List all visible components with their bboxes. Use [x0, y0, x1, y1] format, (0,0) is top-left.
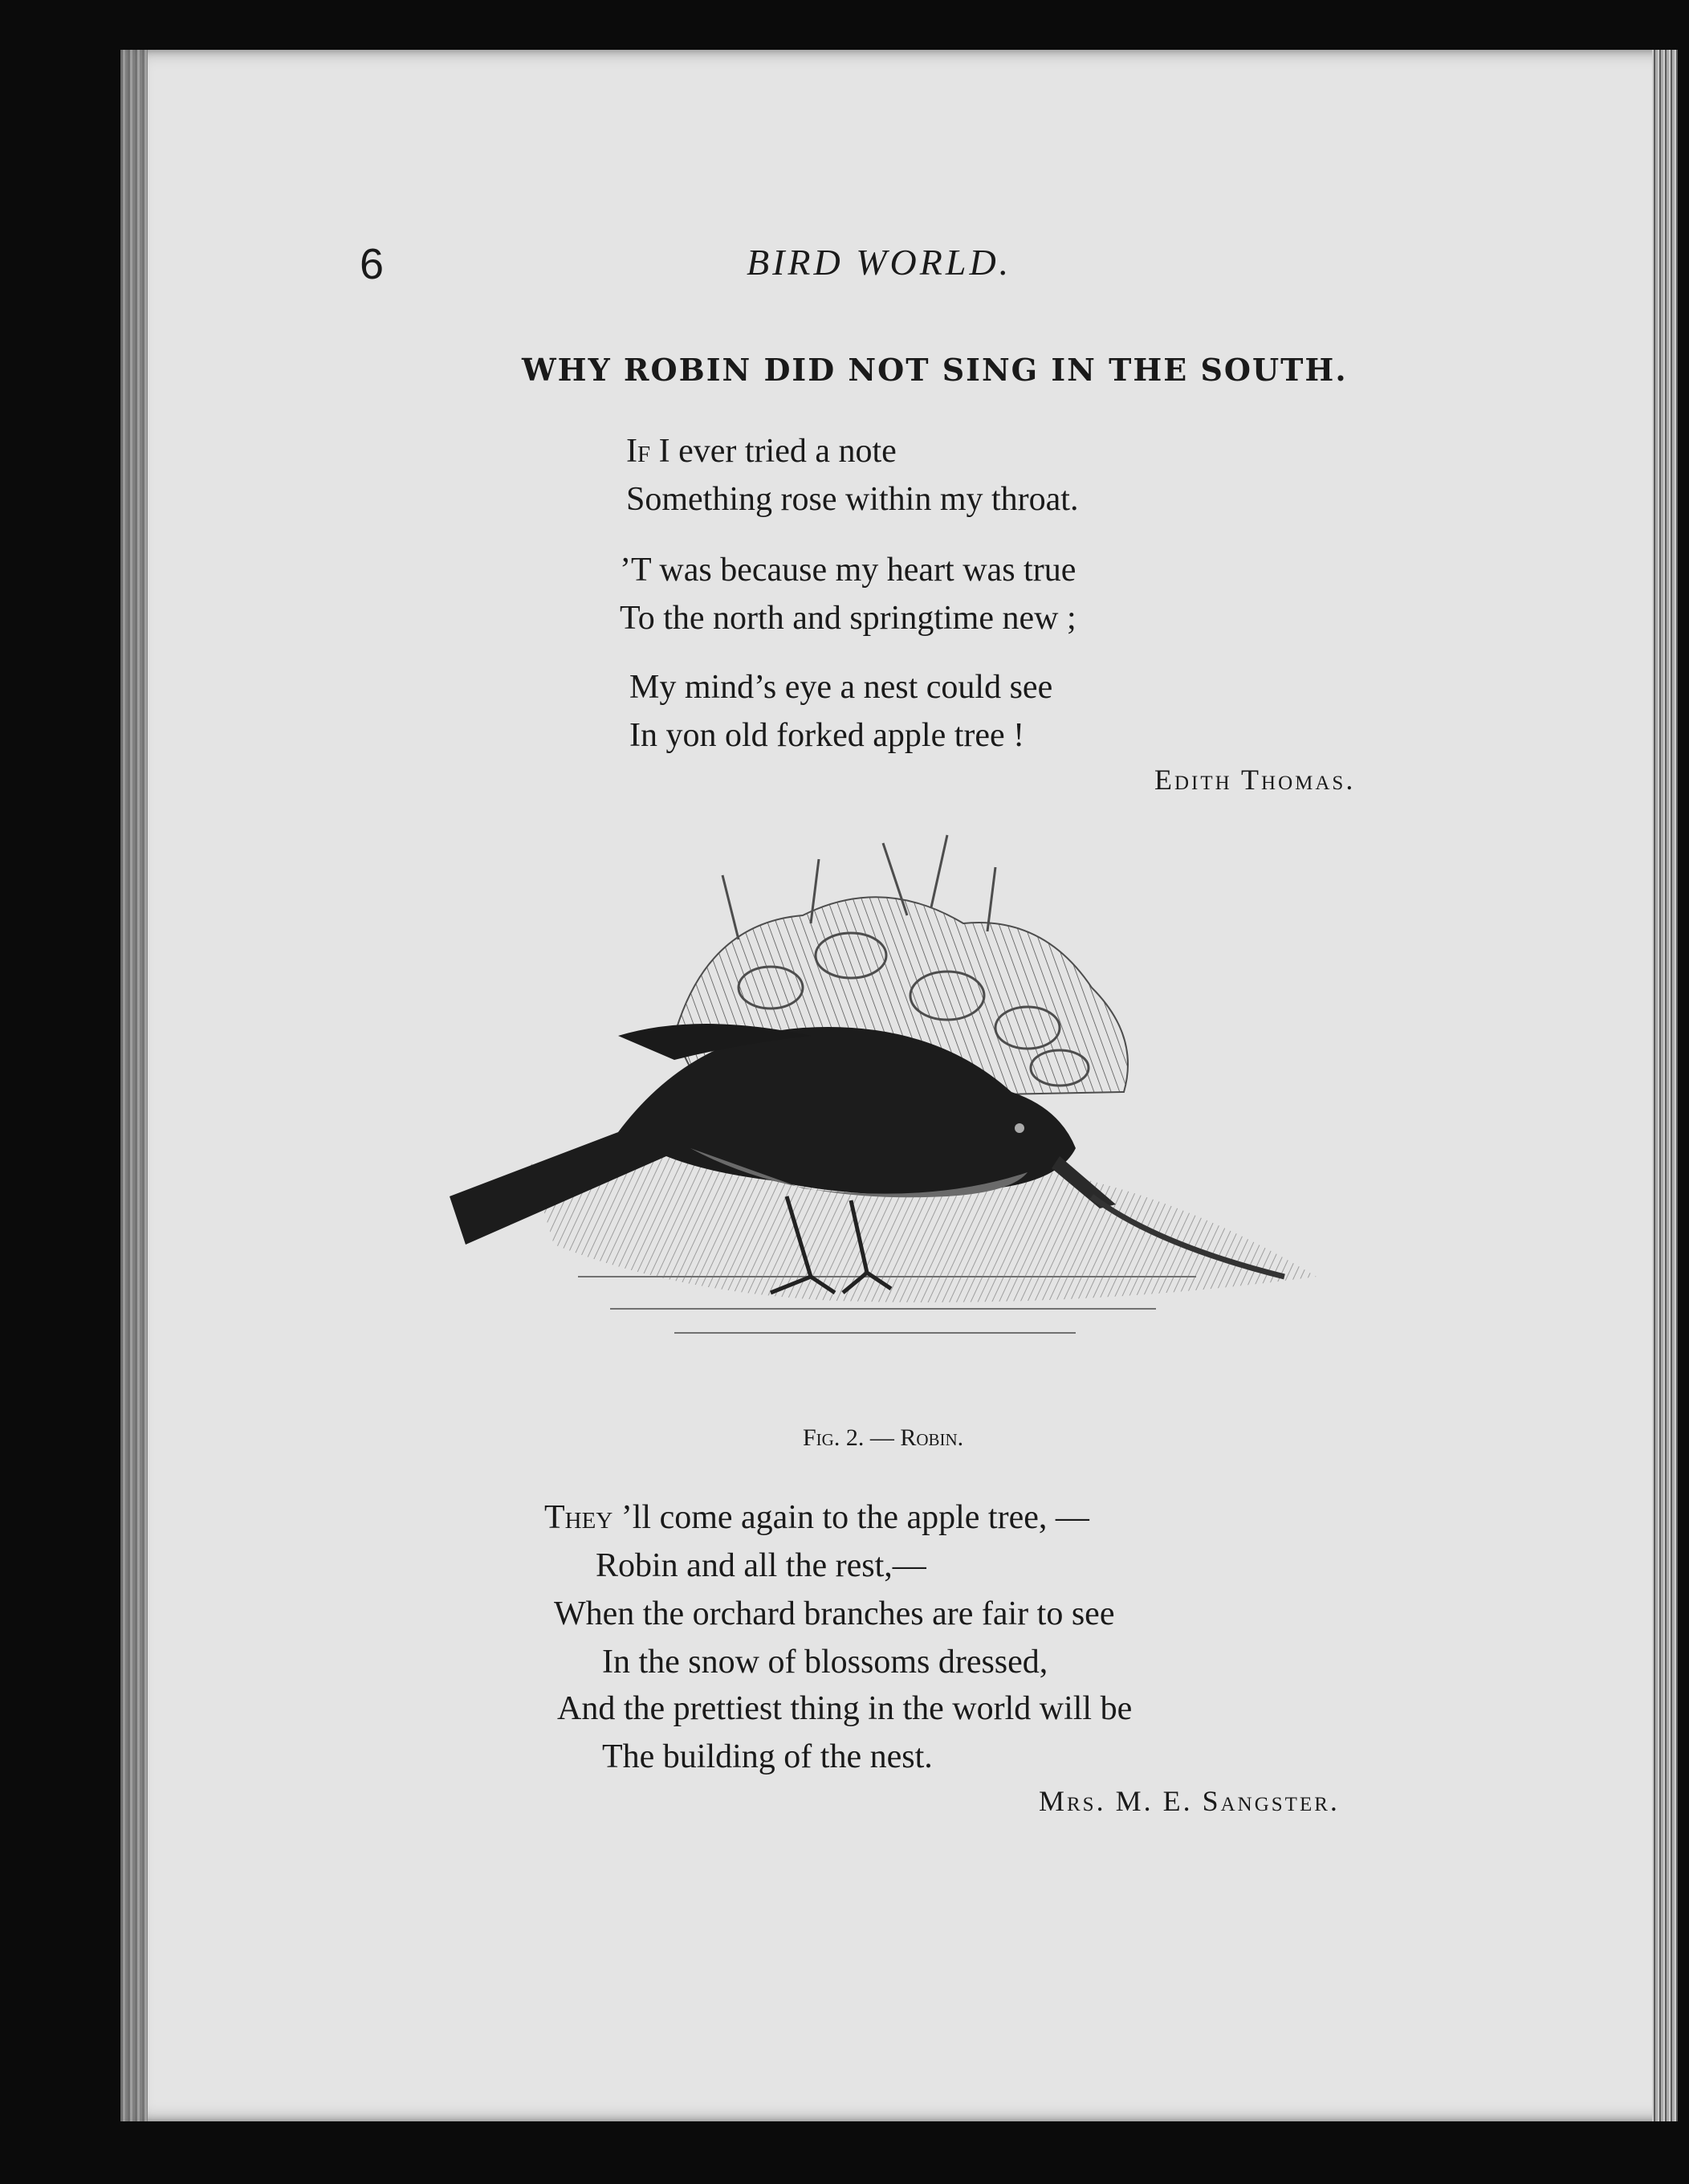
- poem2-author: Mrs. M. E. Sangster.: [1039, 1785, 1340, 1817]
- book-binding: [120, 50, 148, 2121]
- poem1-line: [626, 427, 1078, 475]
- poem2-line: In the snow of blossoms dressed,: [602, 1644, 1048, 1681]
- poem2-line: The building of the nest.: [602, 1738, 933, 1775]
- poem1-stanza-2: [620, 546, 1076, 642]
- poem1-author: Edith Thomas.: [1154, 764, 1356, 796]
- page-number: 6: [360, 240, 385, 288]
- line-text: ’ll come again to the apple tree, —: [613, 1499, 1089, 1536]
- poem2-line: Robin and all the rest,—: [596, 1547, 926, 1584]
- figure-caption: Fig. 2. — Robin.: [803, 1424, 964, 1451]
- poem1-line: ’T was because my heart was true: [620, 552, 1076, 589]
- poem1-stanza-3: [629, 663, 1052, 760]
- poem1-line: Something rose within my throat.: [626, 481, 1079, 518]
- line-text: I ever tried a note: [650, 433, 897, 470]
- drop-cap-word: They: [544, 1499, 613, 1536]
- drop-cap-word: If: [626, 433, 651, 470]
- page-edge: [1652, 50, 1678, 2121]
- poem1-line: To the north and springtime new ;: [620, 600, 1076, 637]
- poem1-line: In yon old forked apple tree !: [629, 717, 1025, 754]
- robin-illustration: [433, 827, 1365, 1405]
- poem2-line: And the prettiest thing in the world will be: [557, 1690, 1133, 1727]
- poem2-line: When the orchard branches are fair to see: [554, 1595, 1115, 1632]
- poem2-line: [544, 1493, 1089, 1542]
- poem-title: WHY ROBIN DID NOT SING IN THE SOUTH.: [522, 352, 1348, 388]
- poem1-line: My mind’s eye a nest could see: [629, 669, 1053, 706]
- running-title: BIRD WORLD.: [747, 242, 1012, 283]
- poem1-stanza-1: [626, 427, 1078, 524]
